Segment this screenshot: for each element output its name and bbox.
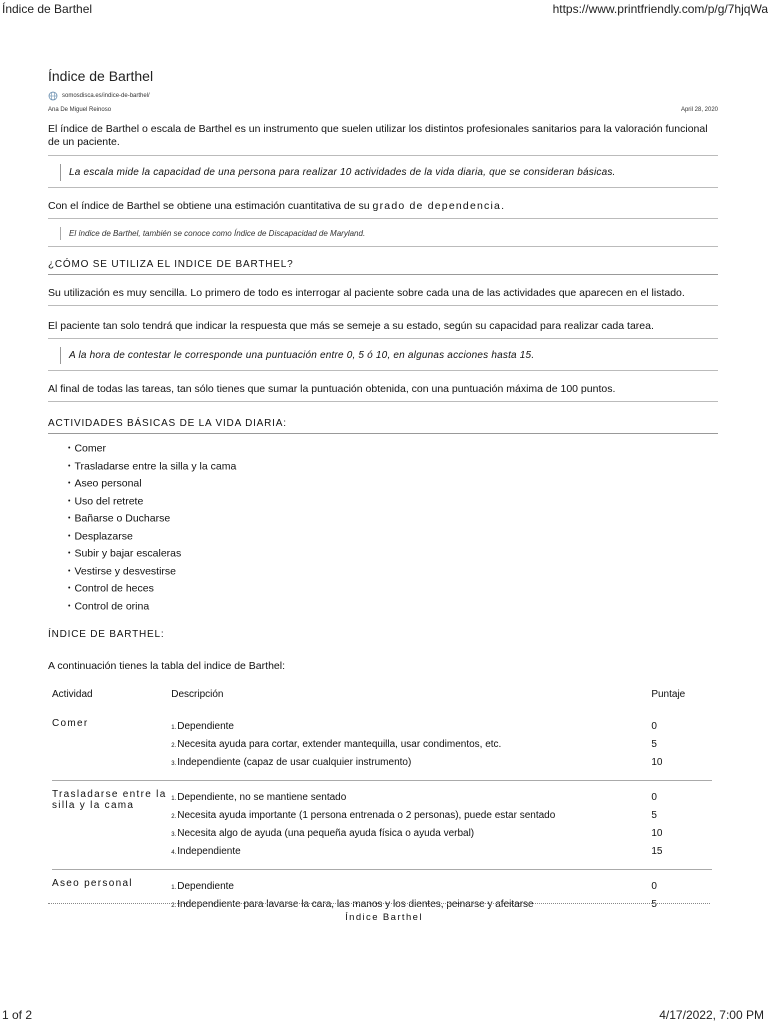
- estimate-prefix: Con el índice de Barthel se obtiene una estimación cuantitativa de su: [48, 200, 373, 212]
- score-value: 10: [651, 828, 663, 839]
- estimate-paragraph: [48, 200, 718, 219]
- description-item: 1.Dependiente: [171, 721, 234, 732]
- print-datetime: 4/17/2022, 7:00 PM: [659, 1008, 764, 1022]
- description-item: 1.Dependiente, no se mantiene sentado: [171, 792, 347, 803]
- heading-barthel-index: ÍNDICE DE BARTHEL:: [48, 629, 165, 640]
- description-item: 3.Necesita algo de ayuda (una pequeña ayuda física o ayuda verbal): [171, 828, 475, 839]
- activity-cell: Comer: [52, 718, 89, 729]
- description-item: 4.Independiente: [171, 846, 241, 857]
- score-value: 5: [651, 739, 657, 750]
- estimate-suffix: .: [501, 200, 504, 212]
- column-header-score: Puntaje: [651, 689, 686, 700]
- usage-paragraph-3: Al final de todas las tareas, tan sólo tienes que sumar la puntuación obtenida, con una puntuación máxima de 100 puntos.: [48, 383, 718, 402]
- score-cell: [651, 718, 712, 772]
- row-divider: [52, 861, 712, 870]
- activity-cell: Aseo personal: [52, 878, 133, 889]
- quote-block: [48, 164, 718, 188]
- list-item: • Aseo personal: [68, 475, 718, 493]
- table-header-row: [52, 689, 712, 718]
- description-item: 3.Independiente (capaz de usar cualquier instrumento): [171, 757, 412, 768]
- description-item: 2.Necesita ayuda importante (1 persona entrenada o 2 personas), puede estar sentado: [171, 810, 556, 821]
- note-text: El índice de Barthel, también se conoce como Índice de Discapacidad de Maryland.: [60, 227, 718, 240]
- description-cell: [171, 878, 651, 914]
- barthel-table: [52, 689, 712, 914]
- estimate-emphasis: grado de dependencia: [372, 200, 502, 212]
- description-item: 2.Necesita ayuda para cortar, extender mantequilla, usar condimentos, etc.: [171, 739, 502, 750]
- column-header-description: Descripción: [171, 689, 224, 700]
- table-row: [52, 789, 712, 861]
- source-link[interactable]: somosdisca.es/indice-de-barthel/: [62, 93, 150, 99]
- score-value: 0: [651, 721, 657, 732]
- heading-how-to-use: ¿CÓMO SE UTILIZA EL INDICE DE BARTHEL?: [48, 259, 718, 275]
- score-cell: [651, 789, 712, 861]
- list-item: • Vestirse y desvestirse: [68, 563, 718, 581]
- list-item: • Desplazarse: [68, 528, 718, 546]
- table-row: [52, 878, 712, 914]
- author: Ana De Miguel Reinoso: [48, 107, 112, 113]
- score-quote-block: [48, 347, 718, 371]
- row-divider: [52, 772, 712, 781]
- column-header-activity: Actividad: [52, 689, 93, 700]
- score-value: 0: [651, 792, 657, 803]
- globe-icon: [48, 91, 58, 101]
- page-break-divider: [48, 903, 710, 904]
- table-intro: A continuación tienes la tabla del indice de Barthel:: [48, 660, 285, 672]
- article-title: Índice de Barthel: [48, 68, 154, 84]
- source-line: [48, 90, 718, 102]
- score-value: 5: [651, 899, 657, 910]
- score-value: 15: [651, 846, 663, 857]
- score-value: 5: [651, 810, 657, 821]
- score-cell: [651, 878, 712, 914]
- print-header: [0, 0, 768, 18]
- usage-paragraph-2: El paciente tan solo tendrá que indicar la respuesta que más se semeje a su estado, según su capacidad para realizar cada tarea.: [48, 320, 718, 339]
- table-row: [52, 718, 712, 772]
- article-meta: [48, 107, 718, 113]
- description-cell: [171, 718, 651, 772]
- list-item: • Control de orina: [68, 598, 718, 616]
- page-counter: 1 of 2: [2, 1008, 33, 1022]
- activities-list: [48, 440, 718, 615]
- description-cell: [171, 789, 651, 861]
- description-item: 2.Independiente para lavarse la cara, las manos y los dientes, peinarse y afeitarse: [171, 899, 534, 910]
- list-item: • Subir y bajar escaleras: [68, 545, 718, 563]
- intro-paragraph: El índice de Barthel o escala de Barthel es un instrumento que suelen utilizar los distintos profesionales sanitarios para la valoración funcional de un paciente.: [48, 123, 718, 156]
- score-value: 0: [651, 881, 657, 892]
- print-footer: [0, 1006, 768, 1024]
- quote-text: La escala mide la capacidad de una persona para realizar 10 actividades de la vida diaria, que se consideran básicas.: [60, 164, 718, 181]
- print-url: https://www.printfriendly.com/p/g/7hjqWa: [552, 2, 768, 16]
- publish-date: April 28, 2020: [680, 107, 718, 113]
- list-item: • Bañarse o Ducharse: [68, 510, 718, 528]
- score-quote-text: A la hora de contestar le corresponde una puntuación entre 0, 5 ó 10, en algunas acciones hasta 15.: [60, 347, 718, 364]
- running-footer-title: Índice Barthel: [345, 912, 423, 923]
- description-item: 1.Dependiente: [171, 881, 234, 892]
- note-block: [48, 227, 718, 247]
- list-item: • Control de heces: [68, 580, 718, 598]
- score-value: 10: [651, 757, 663, 768]
- article: [48, 68, 718, 914]
- print-page-title: Índice de Barthel: [2, 2, 93, 16]
- activity-cell: Trasladarse entre la silla y la cama: [52, 789, 167, 811]
- list-item: • Uso del retrete: [68, 493, 718, 511]
- list-item: • Comer: [68, 440, 718, 458]
- usage-paragraph-1: Su utilización es muy sencilla. Lo primero de todo es interrogar al paciente sobre cada una de las actividades que aparecen en el listado.: [48, 287, 718, 306]
- heading-activities: ACTIVIDADES BÁSICAS DE LA VIDA DIARIA:: [48, 418, 718, 434]
- list-item: • Trasladarse entre la silla y la cama: [68, 458, 718, 476]
